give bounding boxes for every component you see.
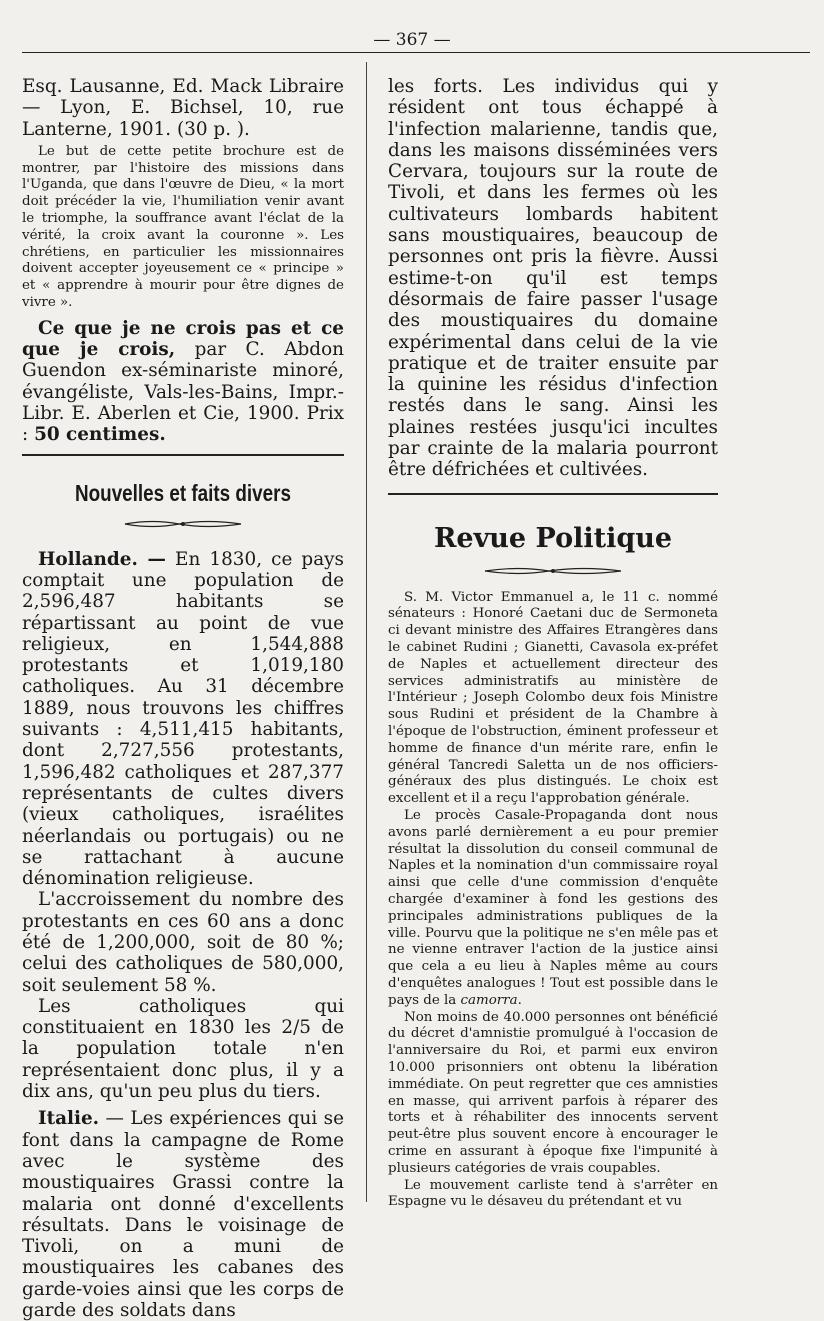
flourish-ornament: [123, 517, 243, 531]
politique-p4: Le mouvement carliste tend à s'arrêter en Espagne vu le désaveu du prétendant et vu: [388, 1177, 718, 1210]
hollande-heading: Hollande. —: [38, 548, 166, 570]
column-divider: [366, 62, 367, 1202]
review-citation: Esq. Lausanne, Ed. Mack Libraire — Lyon, E. Bichsel, 10, rue Lanterne, 1901. (30 p. ).: [22, 76, 344, 140]
hollande-p2: L'accroissement du nombre des protestants en ces 60 ans a donc été de 1,200,000, soit de 80 %; celui des catholiques de 580,000, soit seulement 58 %.: [22, 889, 344, 996]
italie-heading: Italie.: [38, 1108, 100, 1130]
book-entry: [22, 318, 344, 446]
right-column: [388, 76, 718, 1211]
book-title: Ce que je ne crois pas et ce que je crois,: [22, 317, 344, 361]
hollande-p1: Hollande. — En 1830, ce pays comptait une population de 2,596,487 habitants se répartissant au point de vue religieux, en 1,544,888 protestants et 1,019,180 catholiques. Au 31 décembre 1889, nous trouvons les chiffres suivants : 4,511,415 habitants, dont 2,727,556 protestants, 1,596,482 catholiques et 287,377 représentants de cultes divers (vieux catholiques, israélites néerlandais ou portugais) ou ne se rattachant à aucune dénomination religieuse.: [22, 548, 344, 890]
page-number: — 367 —: [373, 30, 451, 50]
politique-p2: Le procès Casale-Propaganda dont nous avons parlé dernièrement a eu pour premier résultat la dissolution du conseil communal de Naples et la nomination d'un commissaire royal ainsi que celle d'une commission d'enquête chargée d'examiner à fond les gestions des principales administrations publiques de la ville. Pourvu que la politique ne s'en mêle pas et ne vienne entraver l'action de la justice ainsi que cela a eu lieu à Naples même au cours d'enquêtes analogues ! Tout est possible dans le pays de la camorra.: [388, 808, 718, 1008]
header-rule: [22, 52, 810, 53]
review-text: Le but de cette petite brochure est de montrer, par l'histoire des missions dans l'Uganda, que dans l'œuvre de Dieu, « la mort doit précéder la vie, l'humiliation venir avant le triomphe, la souffrance avant l'éclat de la vérité, la croix avant la couronne ». Les chrétiens, en particulier les missionnaires doivent accepter joyeusement ce « principe » et « apprendre à mourir pour être dignes de vivre ».: [22, 143, 344, 311]
section-title-revue: Revue Politique: [433, 522, 673, 554]
section-rule: [388, 493, 718, 495]
left-column: [22, 76, 344, 1321]
flourish-ornament: [483, 564, 623, 578]
book-price: 50 centimes.: [34, 424, 166, 446]
italie-paragraph: Italie. — Les expériences qui se font dans la campagne de Rome avec le système des moustiquaires Grassi contre la malaria ont donné d'excellents résultats. Dans le voisinage de Tivoli, on a muni de moustiquaires les cabanes des garde-voies ainsi que les corps de garde des soldats dans: [22, 1108, 344, 1321]
book-details: par C. Abdon Guendon ex-séminariste minoré, évangéliste, Vals-les-Bains, Impr.-Libr. E. Aberlen et Cie, 1900. Prix :: [22, 339, 344, 446]
camorra-italic: camorra: [460, 992, 518, 1008]
politique-p3: Non moins de 40.000 personnes ont bénéficié du décret d'amnistie promulgué à l'occasion de l'anniversaire du Roi, et parmi eux environ 10.000 prisonniers ont obtenu la libération immédiate. On peut regretter que ces amnisties en masse, qui arrivent parfois à réparer des torts et à réhabiliter des innocents servent peut-être plus souvent encore à encourager le crime en assurant à époque fixe l'impunité à plusieurs catégories de vrais coupables.: [388, 1009, 718, 1176]
malaria-continuation: les forts. Les individus qui y résident ont tous échappé à l'infection malarienne, tandis que, dans les maisons disséminées vers Cervara, toujours sur la route de Tivoli, et dans les fermes où les cultivateurs lombards habitent sans moustiquaires, beaucoup de personnes ont pris la fièvre. Aussi estime-t-on qu'il est temps désormais de faire passer l'usage des moustiquaires du domaine expérimental dans celui de la vie pratique et de traiter ensuite par la quinine les résidus d'infection restés dans le sang. Ainsi les plaines restées jusqu'ici incultes par crainte de la malaria pourront être défrichées et cultivées.: [388, 76, 718, 481]
section-rule: [22, 454, 344, 456]
section-title-nouvelles: Nouvelles et faits divers: [75, 479, 291, 506]
politique-p1: S. M. Victor Emmanuel a, le 11 c. nommé sénateurs : Honoré Caetani duc de Sermoneta ci devant ministre des Affaires Etrangères dans le cabinet Rudini ; Gianetti, Cavasola ex-préfet de Naples et actuellement directeur des services administratifs au ministère de l'Intérieur ; Joseph Colombo deux fois Ministre sous Rudini et président de la Chambre à l'époque de l'obstruction, éminent professeur et homme de finance d'un mérite rare, enfin le général Tancredi Saletta un de nos officiers-généraux des plus distingués. Le choix est excellent et il a reçu l'approbation générale.: [388, 589, 718, 807]
hollande-p3: Les catholiques qui constituaient en 1830 les 2/5 de la population totale n'en représentaient donc plus, il y a dix ans, qu'un peu plus du tiers.: [22, 995, 344, 1103]
